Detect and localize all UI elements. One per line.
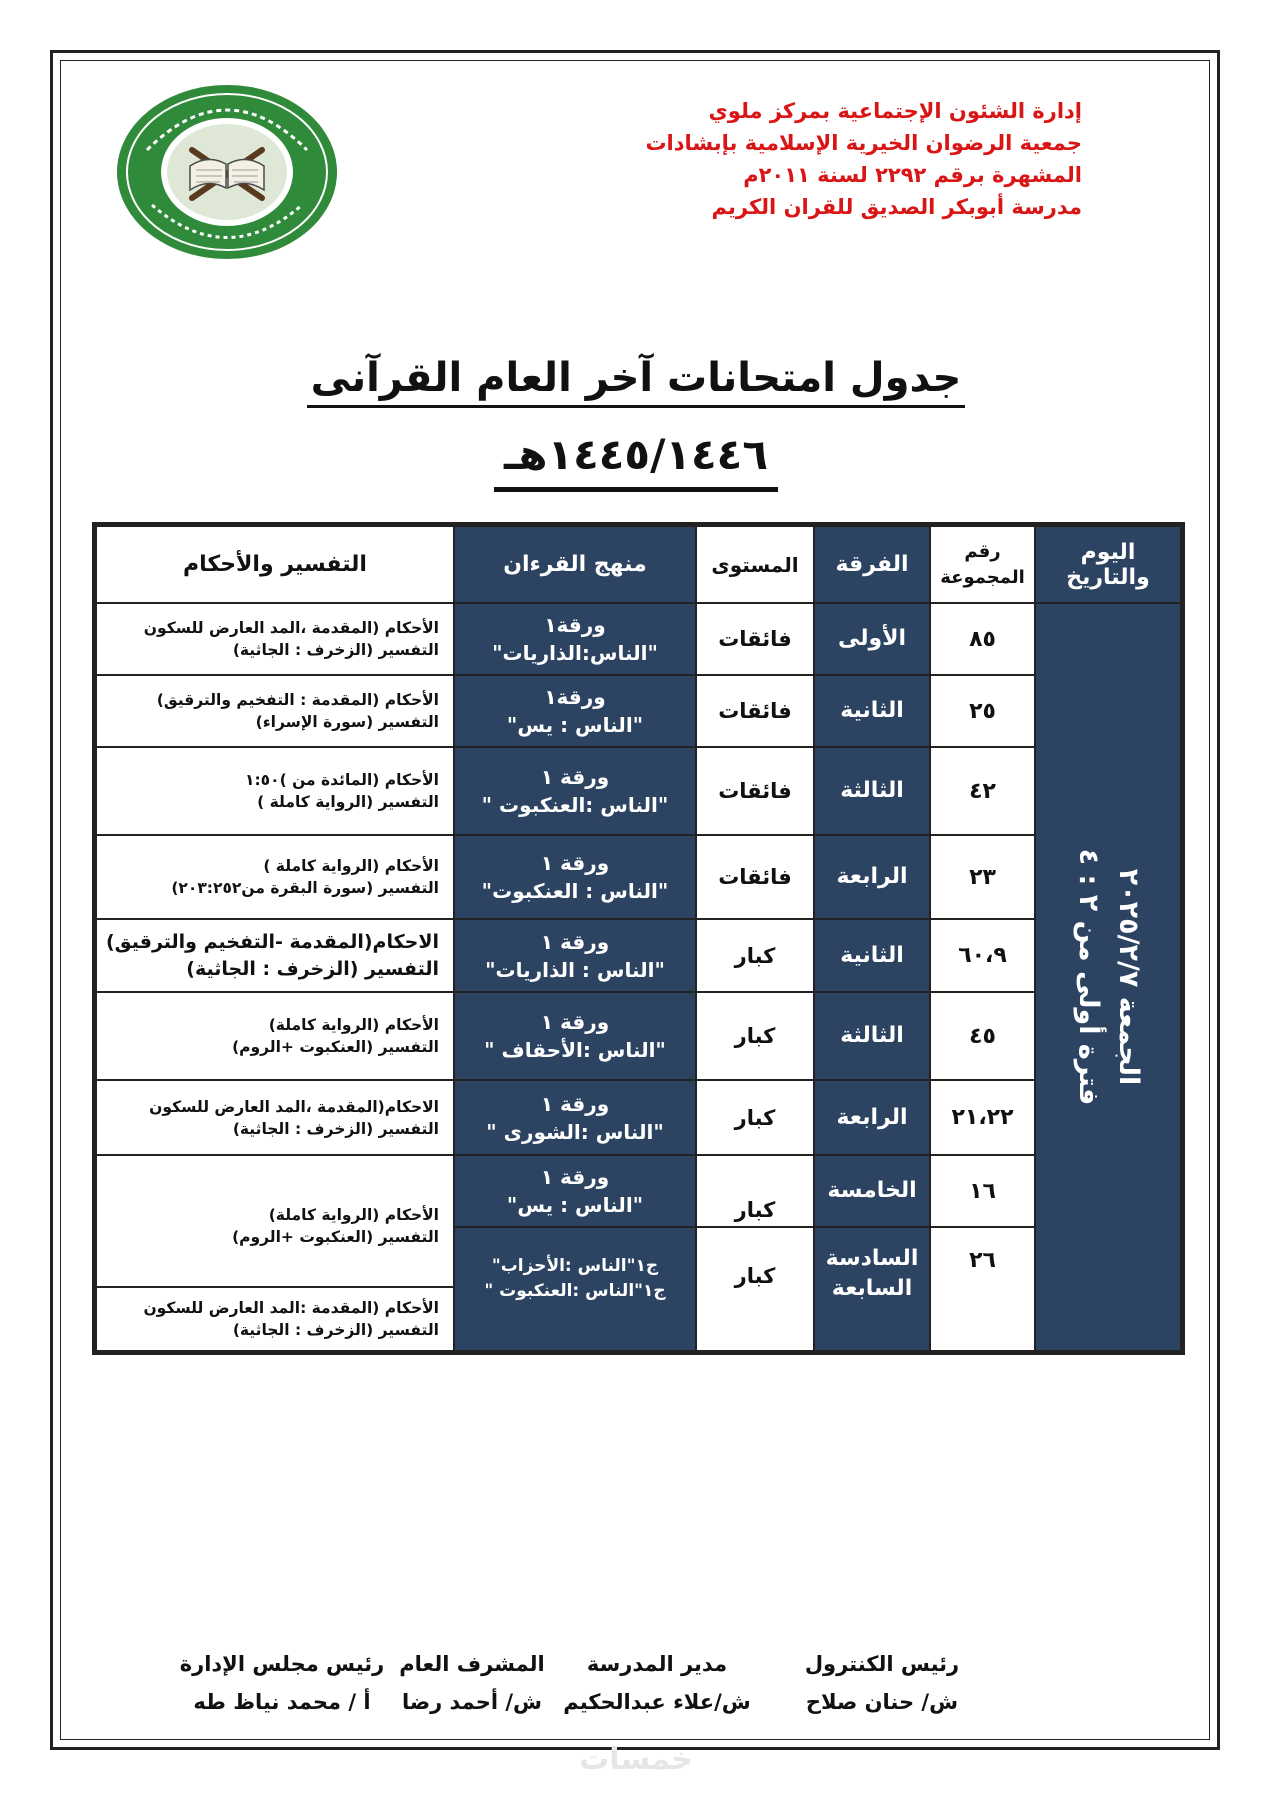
signature-control-head	[782, 1645, 982, 1725]
group-cell	[930, 919, 1035, 992]
tafsir-tafsir: التفسير (الزخرف : الجاثية)	[232, 1119, 439, 1138]
manhaj-range: "الناس : الذاريات"	[485, 957, 665, 982]
header-date-label: والتاريخ	[1066, 564, 1150, 590]
tafsir-cell	[96, 1080, 454, 1155]
tafsir-cell	[96, 835, 454, 919]
manhaj-cell	[454, 992, 696, 1080]
header-manhaj-label: منهج القرءان	[503, 552, 647, 577]
signature-title: المشرف العام	[399, 1652, 545, 1676]
day-date-cell	[1035, 603, 1181, 1351]
manhaj-paper: ورقة ١	[540, 851, 610, 875]
furqa-cell	[814, 835, 930, 919]
group-number: ١٦	[969, 1178, 996, 1204]
group-cell	[930, 1227, 1035, 1351]
tafsir-cell	[96, 919, 454, 992]
tafsir-ahkam: الأحكام (المقدمة : التفخيم والترقيق)	[156, 691, 439, 709]
page-title: جدول امتحانات آخر العام القرآنى	[307, 355, 966, 408]
page-title-wrap	[0, 355, 1272, 408]
level-name: كبار	[734, 943, 776, 968]
header-line-4: مدرسة أبوبكر الصديق للقران الكريم	[711, 195, 1082, 219]
manhaj-paper: ورقة ١	[540, 1165, 610, 1189]
furqa-cell	[814, 747, 930, 835]
signature-general-supervisor	[382, 1645, 562, 1725]
signature-title: رئيس الكنترول	[804, 1652, 960, 1676]
tafsir-cell	[96, 1287, 454, 1351]
manhaj-cell	[454, 747, 696, 835]
manhaj-range: "الناس :الأحقاف "	[484, 1038, 666, 1062]
signature-name: أ / محمد نياظ طه	[193, 1690, 371, 1714]
tafsir-ahkam: الاحكام(المقدمة -التفخيم والترقيق)	[105, 930, 439, 953]
organization-header	[645, 95, 1082, 223]
header-day-label: اليوم	[1080, 539, 1136, 565]
manhaj-cell	[454, 1227, 696, 1351]
furqa-cell	[814, 603, 930, 675]
header-line-3: المشهرة برقم ٢٢٩٢ لسنة ٢٠١١م	[743, 163, 1082, 187]
group-cell	[930, 835, 1035, 919]
furqa-name: الثالثة	[840, 1023, 904, 1048]
group-cell	[930, 747, 1035, 835]
tafsir-ahkam: الأحكام (المائدة من )١:٥٠	[245, 771, 439, 789]
level-cell	[696, 1227, 814, 1351]
header-manhaj	[454, 526, 696, 603]
manhaj-cell	[454, 1155, 696, 1227]
year-wrap	[0, 430, 1272, 492]
level-name: فائقات	[718, 627, 792, 651]
header-day-date	[1035, 526, 1181, 603]
signature-name: ش/علاء عبدالحكيم	[563, 1690, 751, 1714]
manhaj-paper: ورقة ١	[540, 1010, 610, 1034]
tafsir-tafsir: التفسير (سورة الإسراء)	[255, 713, 439, 731]
group-number: ٤٢	[969, 778, 996, 804]
header-level-label: المستوى	[711, 552, 799, 577]
group-number: ٢٥	[969, 698, 996, 724]
manhaj-range: "الناس:الذاريات"	[492, 641, 658, 665]
furqa-cell	[814, 675, 930, 747]
tafsir-tafsir: التفسير (العنكبوت +الروم)	[232, 1038, 439, 1056]
group-number: ٤٥	[969, 1023, 996, 1049]
manhaj-cell	[454, 603, 696, 675]
level-name: فائقات	[718, 865, 792, 889]
level-cell	[696, 747, 814, 835]
school-logo	[112, 80, 342, 265]
furqa-name: الثانية	[840, 942, 904, 968]
manhaj-range: "الناس :العنكبوت "	[481, 793, 669, 817]
furqa-cell	[814, 1080, 930, 1155]
header-group-label-1: رقم	[964, 540, 1001, 562]
furqa-cell	[814, 919, 930, 992]
manhaj-cell	[454, 1080, 696, 1155]
level-name: فائقات	[718, 699, 792, 723]
tafsir-tafsir: التفسير (العنكبوت +الروم)	[232, 1228, 439, 1246]
tafsir-cell	[96, 747, 454, 835]
tafsir-tafsir: التفسير (الزخرف : الجاثية)	[232, 1321, 439, 1339]
furqa-name: السادسة	[825, 1246, 919, 1271]
header-tafsir	[96, 526, 454, 603]
level-cell	[696, 992, 814, 1080]
group-number: ٢٣	[969, 864, 996, 890]
day-date-text	[1068, 849, 1148, 1106]
tafsir-cell	[96, 675, 454, 747]
manhaj-cell	[454, 835, 696, 919]
group-number: ٢٦	[969, 1248, 996, 1273]
tafsir-cell	[96, 992, 454, 1080]
group-cell	[930, 1155, 1035, 1227]
level-cell	[696, 1155, 814, 1227]
group-cell	[930, 1080, 1035, 1155]
level-name: كبار	[734, 1264, 776, 1288]
manhaj-range: "الناس : العنكبوت"	[481, 879, 669, 903]
tafsir-ahkam: الأحكام (المقدمة ،المد العارض للسكون	[143, 619, 439, 637]
furqa-cell	[814, 992, 930, 1080]
furqa-cell	[814, 1227, 930, 1351]
group-cell	[930, 675, 1035, 747]
level-cell	[696, 603, 814, 675]
level-name: كبار	[734, 1024, 776, 1048]
group-number: ٦٠،٩	[958, 943, 1007, 968]
level-name: كبار	[734, 1105, 776, 1130]
furqa-name: الثانية	[840, 698, 904, 723]
furqa-name: الرابعة	[836, 1104, 908, 1130]
manhaj-cell	[454, 675, 696, 747]
exam-schedule-table	[92, 522, 1185, 1355]
signature-title: مدير المدرسة	[586, 1652, 728, 1676]
tafsir-tafsir: التفسير (الزخرف : الجاثية)	[232, 641, 439, 659]
tafsir-tafsir: التفسير (الزخرف : الجاثية)	[186, 957, 439, 980]
furqa-cell	[814, 1155, 930, 1227]
signature-name: ش/ أحمد رضا	[401, 1690, 543, 1714]
manhaj-paper: ورقة١	[544, 613, 606, 637]
level-cell	[696, 1080, 814, 1155]
manhaj-paper: ورقة١	[544, 685, 606, 709]
signature-name: ش/ حنان صلاح	[805, 1690, 959, 1714]
manhaj-range: "الناس : يس"	[506, 1193, 644, 1217]
manhaj-cell	[454, 919, 696, 992]
exam-day-date: الجمعة ٢٠٢٥/٢/٧	[1113, 868, 1144, 1086]
furqa-name: الأولى	[837, 626, 907, 651]
tafsir-ahkam: الأحكام (المقدمة :المد العارض للسكون	[143, 1299, 439, 1317]
manhaj-part-1: ج١"الناس :الأحزاب"	[491, 1256, 659, 1276]
header-line-1: إدارة الشئون الإجتماعية بمركز ملوي	[708, 99, 1082, 123]
tafsir-cell	[96, 1155, 454, 1287]
tafsir-tafsir: التفسير (سورة البقرة من٢٠٣:٢٥٢)	[171, 879, 439, 897]
header-furqa	[814, 526, 930, 603]
header-group-number	[930, 526, 1035, 603]
watermark: خمسات	[579, 1742, 693, 1777]
furqa-name: الخامسة	[827, 1178, 917, 1203]
manhaj-range: "الناس :الشورى "	[486, 1119, 664, 1144]
level-name: فائقات	[718, 779, 792, 803]
tafsir-ahkam: الاحكام(المقدمة ،المد العارض للسكون	[149, 1097, 439, 1116]
header-level	[696, 526, 814, 603]
group-number: ٨٥	[969, 626, 996, 652]
signature-board-chairman	[172, 1645, 392, 1725]
header-group-label-2: المجموعة	[940, 566, 1025, 588]
signature-title: رئيس مجلس الإدارة	[179, 1652, 385, 1676]
signature-school-director	[552, 1645, 762, 1725]
header-furqa-label: الفرقة	[835, 552, 909, 577]
level-cell	[696, 675, 814, 747]
tafsir-ahkam: الأحكام (الرواية كاملة)	[268, 1206, 439, 1224]
tafsir-cell	[96, 603, 454, 675]
manhaj-paper: ورقة ١	[540, 929, 610, 954]
group-cell	[930, 603, 1035, 675]
level-cell	[696, 835, 814, 919]
furqa-name: الثالثة	[840, 778, 904, 803]
tafsir-ahkam: الأحكام (الرواية كاملة )	[263, 857, 439, 875]
level-name: كبار	[734, 1198, 776, 1222]
hijri-year: ١٤٤٥/١٤٤٦هـ	[494, 430, 778, 492]
group-cell	[930, 992, 1035, 1080]
manhaj-range: "الناس : يس"	[506, 713, 644, 737]
header-line-2: جمعية الرضوان الخيرية الإسلامية بإبشادات	[645, 131, 1082, 155]
manhaj-paper: ورقة ١	[540, 1091, 610, 1116]
level-cell	[696, 919, 814, 992]
manhaj-part-2: ج١"الناس :العنكبوت "	[484, 1281, 666, 1301]
furqa-name-2: السابعة	[831, 1276, 913, 1301]
group-number: ٢١،٢٢	[951, 1105, 1014, 1130]
header-tafsir-label: التفسير والأحكام	[183, 552, 367, 577]
exam-period: فترة أولى من ٢ : ٤	[1073, 848, 1104, 1106]
furqa-name: الرابعة	[836, 864, 908, 889]
manhaj-paper: ورقة ١	[540, 765, 610, 789]
tafsir-ahkam: الأحكام (الرواية كاملة)	[268, 1016, 439, 1034]
tafsir-tafsir: التفسير (الرواية كاملة )	[257, 793, 439, 811]
